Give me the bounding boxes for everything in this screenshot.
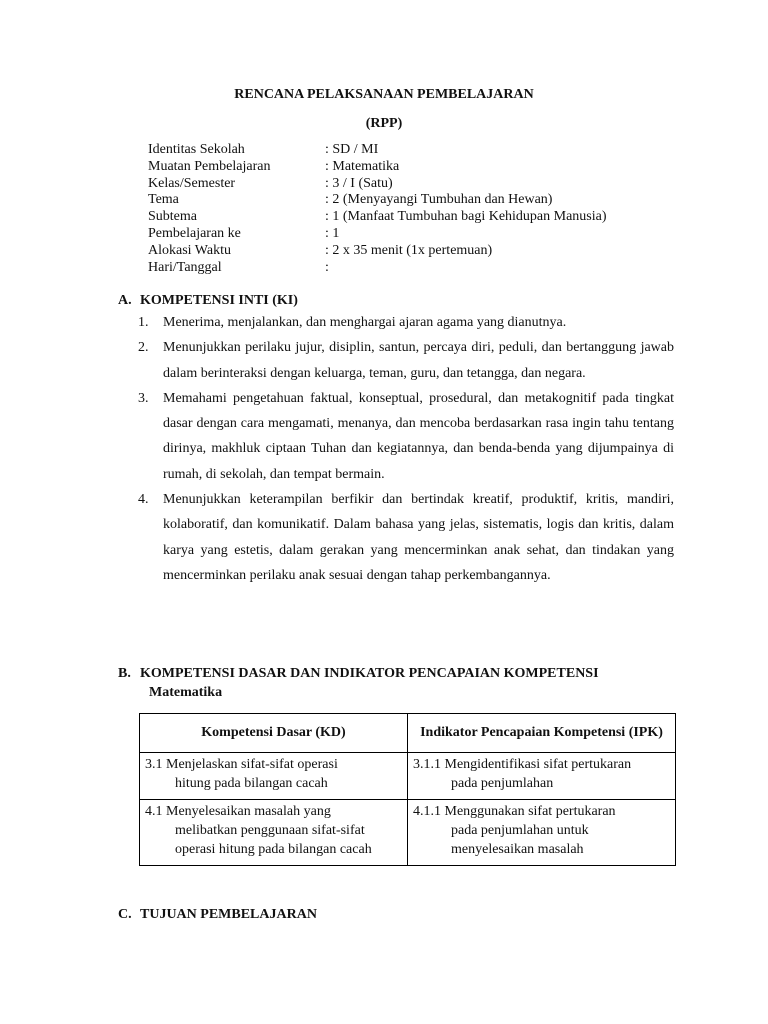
cell-line: pada penjumlahan untuk (451, 823, 589, 838)
section-heading-tujuan (118, 907, 317, 923)
identity-row (148, 176, 708, 193)
list-number: 4. (138, 492, 149, 508)
table-cell (140, 800, 408, 866)
identity-label: Tema (148, 192, 179, 208)
table-row (140, 753, 676, 800)
identity-row (148, 226, 708, 243)
identity-row (148, 142, 708, 159)
identity-value: : 2 x 35 menit (1x pertemuan) (325, 242, 493, 258)
section-heading-ki (118, 293, 298, 309)
cell-line: operasi hitung pada bilangan cacah (175, 842, 372, 857)
list-item (138, 335, 674, 386)
cell-line: 4.1 Menyelesaikan masalah yang (145, 804, 331, 819)
document-title: RENCANA PELAKSANAAN PEMBELAJARAN (234, 87, 534, 102)
document-subtitle: (RPP) (365, 116, 403, 131)
identity-row (148, 209, 708, 226)
list-text: Menunjukkan perilaku jujur, disiplin, santun, percaya diri, peduli, dan bertanggung jawab dalam berinteraksi dengan keluarga, teman, guru, dan tetangga, dan negara. (163, 340, 674, 381)
table-cell (408, 800, 676, 866)
table-cell (408, 753, 676, 800)
table-row (140, 800, 676, 866)
identity-value: : Matematika (325, 158, 400, 174)
section-heading-kd (118, 666, 599, 682)
identity-value: : 1 (Manfaat Tumbuhan bagi Kehidupan Manusia) (325, 209, 607, 225)
identity-label: Subtema (148, 209, 197, 225)
identity-label: Alokasi Waktu (148, 242, 231, 258)
table-header: Kompetensi Dasar (KD) (140, 714, 408, 753)
section-title: KOMPETENSI INTI (KI) (140, 293, 298, 308)
list-number: 2. (138, 340, 149, 356)
list-number: 3. (138, 390, 149, 406)
identity-block (148, 142, 708, 276)
list-item (138, 310, 674, 335)
cell-line: 3.1 Menjelaskan sifat-sifat operasi (145, 757, 338, 772)
table-header: Indikator Pencapaian Kompetensi (IPK) (408, 714, 676, 753)
identity-label: Hari/Tanggal (148, 259, 222, 275)
table-cell (140, 753, 408, 800)
cell-line: 4.1.1 Menggunakan sifat pertukaran (413, 804, 616, 819)
cell-line: melibatkan penggunaan sifat-sifat (175, 823, 365, 838)
identity-row (148, 192, 708, 209)
identity-label: Pembelajaran ke (148, 225, 241, 241)
list-text: Menerima, menjalankan, dan menghargai ajaran agama yang dianutnya. (163, 315, 567, 330)
list-text: Menunjukkan keterampilan berfikir dan bertindak kreatif, produktif, kritis, mandiri, kolaboratif, dan komunikatif. Dalam bahasa yang jelas, sistematis, logis dan kritis, dalam karya yang estetis, dalam gerakan yang mencerminkan anak sehat, dan tindakan yang mencerminkan perilaku anak sesuai dengan tahap perkembangannya. (163, 492, 674, 583)
section-letter: C. (118, 907, 132, 922)
subject-heading: Matematika (149, 685, 223, 700)
identity-row (148, 260, 708, 277)
identity-label: Muatan Pembelajaran (148, 158, 271, 174)
section-title: KOMPETENSI DASAR DAN INDIKATOR PENCAPAIAN KOMPETENSI (140, 666, 599, 681)
list-text: Memahami pengetahuan faktual, konseptual, prosedural, dan metakognitif pada tingkat dasar dengan cara mengamati, menanya, dan mencoba berdasarkan rasa ingin tahu tentang dirinya, makhluk ciptaan Tuhan dan kegiatannya, dan benda-benda yang dijumpainya di rumah, di sekolah, dan tempat bermain. (163, 390, 674, 482)
identity-value: : 2 (Menyayangi Tumbuhan dan Hewan) (325, 192, 553, 208)
list-item (138, 386, 674, 487)
section-title: TUJUAN PEMBELAJARAN (140, 907, 317, 922)
list-item (138, 487, 674, 588)
identity-label: Identitas Sekolah (148, 142, 245, 157)
cell-line: menyelesaikan masalah (451, 842, 584, 857)
ki-list (138, 310, 674, 588)
table-header-row (140, 714, 676, 753)
cell-line: 3.1.1 Mengidentifikasi sifat pertukaran (413, 757, 632, 772)
identity-value: : 3 / I (Satu) (325, 175, 393, 191)
identity-label: Kelas/Semester (148, 175, 236, 191)
identity-row (148, 243, 708, 260)
cell-line: pada penjumlahan (451, 776, 554, 791)
section-letter: A. (118, 293, 132, 308)
identity-value: : (325, 259, 329, 275)
identity-value: : SD / MI (325, 142, 379, 157)
identity-row (148, 159, 708, 176)
cell-line: hitung pada bilangan cacah (175, 776, 328, 791)
identity-value: : 1 (325, 225, 340, 241)
kd-ipk-table (139, 713, 676, 866)
list-number: 1. (138, 315, 149, 330)
section-letter: B. (118, 666, 131, 681)
